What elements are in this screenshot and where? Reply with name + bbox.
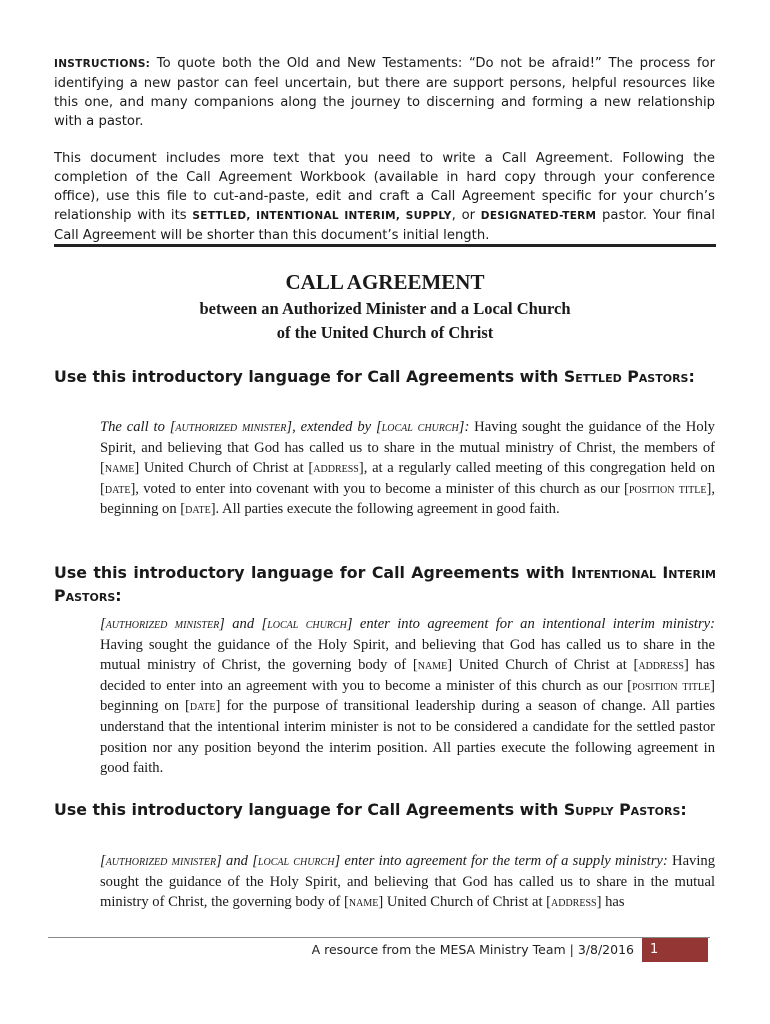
instructions-label: INSTRUCTIONS: [54, 58, 151, 70]
interim-paragraph: [authorized minister] and [local church] enter into agreement for an intentional interim ministry: Having sought the guidance of the Holy Spirit, and believing that God has called us to share in the mutual ministry of Christ, the governing body of [name] United Church of Christ at [address] has decided to enter into an agreement with you to become a minister of this church as our [position title] beginning on [date] for the purpose of transitional leadership during a season of change. All parties understand that the intentional interim minister is not to be considered a candidate for the settled pastor position nor any position beyond the interim position. All parties execute the following agreement in good faith. [100, 616, 716, 777]
page-number-badge: 1 [642, 938, 708, 962]
footer-divider [48, 937, 710, 938]
document-title: CALL AGREEMENT [285, 270, 485, 294]
document-note-paragraph: This document includes more text that you need to write a Call Agreement. Following the completion of the Call Agreement Workbook (available in hard copy through your conference office), use this file to cut-and-paste, edit and craft a Call Agreement specific for your church’s relationship with its SETTLED, INTENTIONAL INTERIM, SUPPLY, or DESIGNATED-TERM pastor. Your final Call Agreement will be shorter than this document’s initial length. [54, 151, 716, 243]
settled-heading: Use this introductory language for Call Agreements with Settled Pastors: [54, 367, 695, 386]
instructions-paragraph: INSTRUCTIONS: To quote both the Old and New Testaments: “Do not be afraid!” The process for identifying a new pastor can feel uncertain, but there are support persons, helpful resources like this one, and many companions along the journey to discerning and forming a new relationship with a pastor. [54, 56, 715, 129]
footer-text: A resource from the MESA Ministry Team | 3/8/2016 [311, 942, 634, 957]
document-subtitle: between an Authorized Minister and a Local Church of the United Church of Christ [199, 299, 571, 342]
supply-heading: Use this introductory language for Call Agreements with Supply Pastors: [54, 800, 687, 819]
settled-paragraph: The call to [authorized minister], extended by [local church]: Having sought the guidance of the Holy Spirit, and believing that God has called us to share in the mutual ministry of Christ, the members of [name] United Church of Christ at [address], at a regularly called meeting of this congregation held on [date], voted to enter into covenant with you to become a minister of this church as our [position title], beginning on [date]. All parties execute the following agreement in good faith. [100, 419, 716, 518]
supply-paragraph: [authorized minister] and [local church] enter into agreement for the term of a supply ministry: Having sought the guidance of the Holy Spirit, and believing that God has called us to share in the mutual ministry of Christ, the governing body of [name] United Church of Christ at [address] has [100, 853, 715, 911]
interim-heading: Use this introductory language for Call Agreements with Intentional Interim Pastors: [54, 563, 716, 605]
instructions-block [54, 54, 715, 245]
section-divider [54, 244, 716, 247]
